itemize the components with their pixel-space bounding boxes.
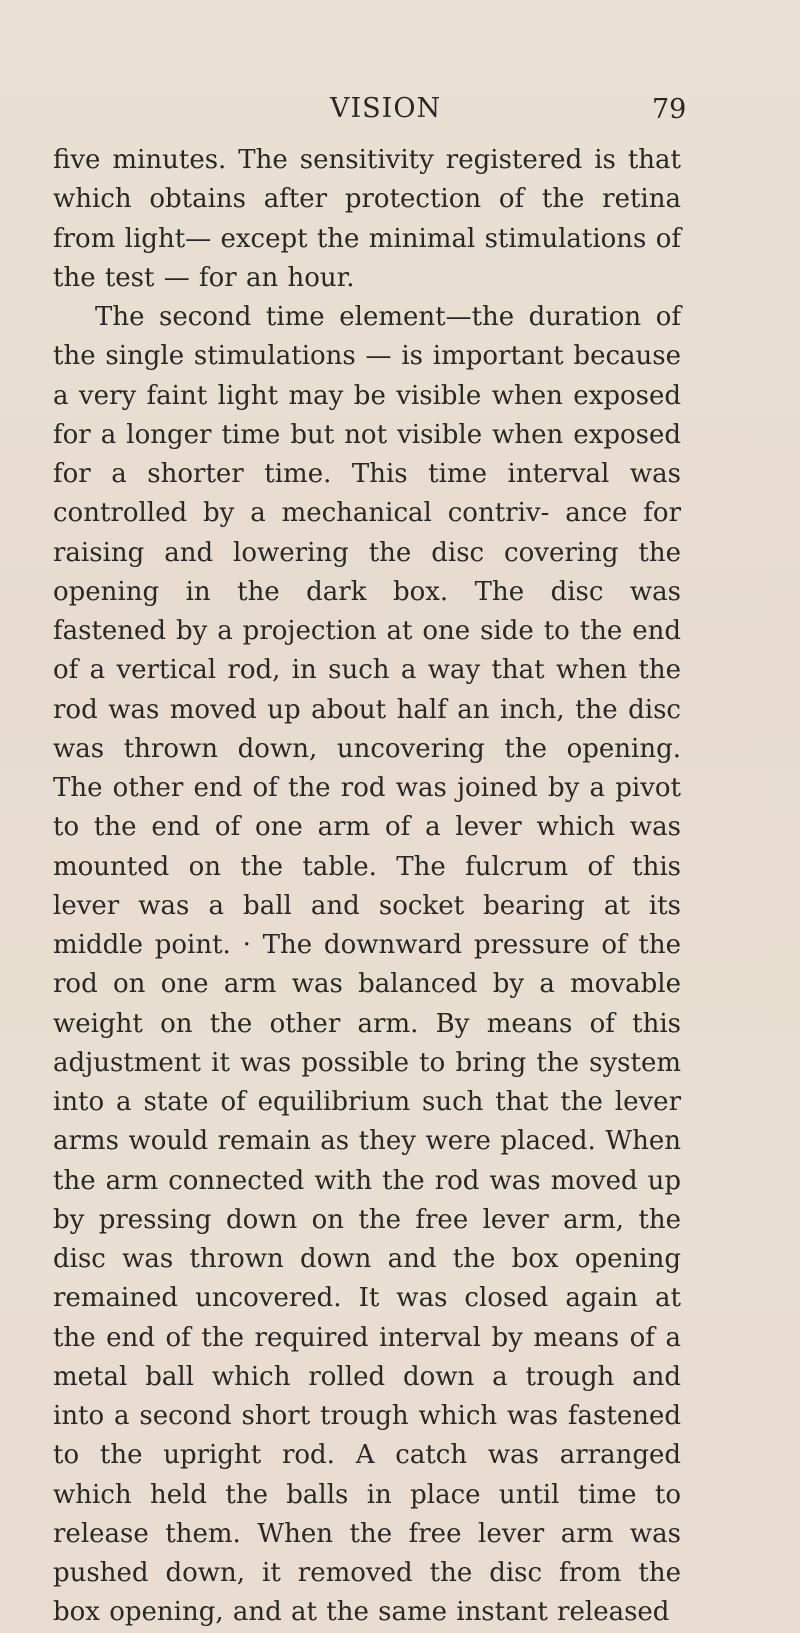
body-text — [53, 141, 681, 1633]
running-title: VISION — [330, 93, 442, 124]
paragraph-continuation: five minutes. The sensitivity registered is that which obtains after protection of the retina from light— except the minimal stimulations of the test — for an hour. — [53, 145, 681, 293]
paragraph-time-element: The second time element—the duration of the single stimulations — is important because a very faint light may be visible when exposed for a longer time but not visible when exposed for a shorter time. This time interval was controlled by a mechanical contriv- ance for raising and lowering the disc covering the opening in the dark box. The disc was fastened by a projection at one side to the end of a vertical rod, in such a way that when the rod was moved up about half an inch, the disc was thrown down, uncovering the opening. The other end of the rod was joined by a pivot to the end of one arm of a lever which was mounted on the table. The fulcrum of this lever was a ball and socket bearing at its middle point. · The downward pressure of the rod on one arm was balanced by a movable weight on the other arm. By means of this adjustment it was possible to bring the system into a state of equilibrium such that the lever arms would remain as they were placed. When the arm connected with the rod was moved up by pressing down on the free lever arm, the disc was thrown down and the box opening remained uncovered. It was closed again at the end of the required interval by means of a metal ball which rolled down a trough and into a second short trough which was fastened to the upright rod. A catch was arranged which held the balls in place until time to release them. When the free lever arm was pushed down, it removed the disc from the box opening, and at the same instant released — [53, 302, 681, 1628]
page-number: 79 — [652, 94, 687, 125]
running-head — [0, 93, 800, 133]
